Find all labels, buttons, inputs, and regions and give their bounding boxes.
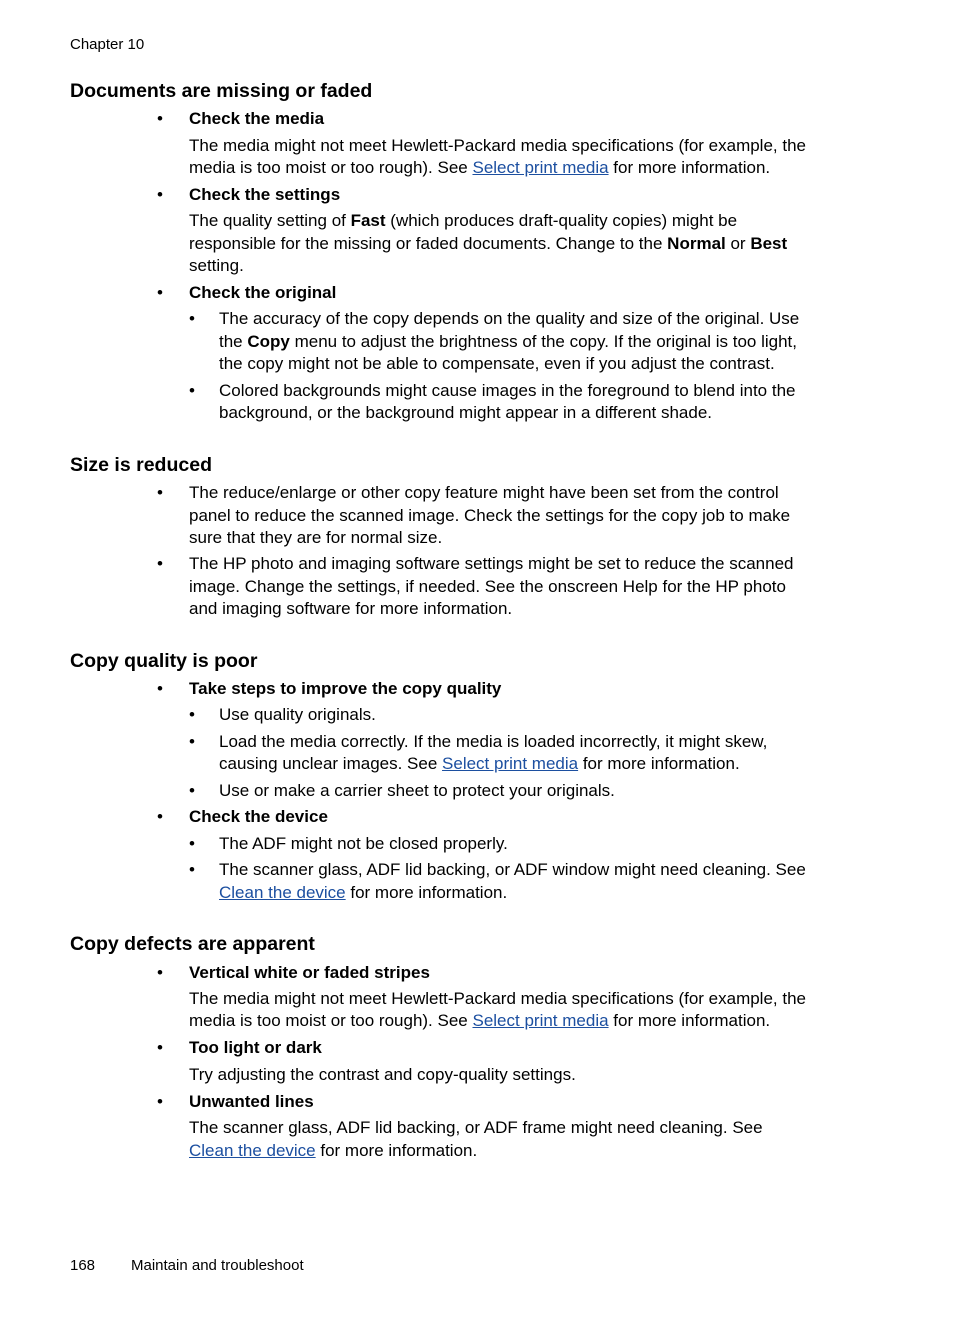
text-line: background, or the background might appear in a different shade. xyxy=(219,403,713,422)
text-line: the Copy menu to adjust the brightness of the copy. If the original is too light, xyxy=(219,332,798,351)
item-title-too-light-dark: Too light or dark xyxy=(189,1038,322,1057)
text-line: The HP photo and imaging software settings might be set to reduce the scanned xyxy=(189,554,794,573)
sub-bullet: • xyxy=(189,860,195,879)
text-line: the copy might not be able to compensate, even if you adjust the contrast. xyxy=(219,354,775,373)
text-line: The accuracy of the copy depends on the quality and size of the original. Use xyxy=(219,309,800,328)
item-title-vertical-stripes: Vertical white or faded stripes xyxy=(189,963,430,982)
page-number: 168 xyxy=(70,1257,96,1274)
sub-bullet: • xyxy=(189,381,195,400)
bullet: • xyxy=(157,283,163,302)
bullet: • xyxy=(157,807,163,826)
chapter-header: Chapter 10 xyxy=(70,36,145,53)
item-title-check-device: Check the device xyxy=(189,807,328,826)
text-line: The media might not meet Hewlett-Packard media specifications (for example, the xyxy=(189,989,806,1008)
text-line: and imaging software for more information. xyxy=(189,599,513,618)
item-title-check-media: Check the media xyxy=(189,109,325,128)
section-heading-copy-quality-poor: Copy quality is poor xyxy=(70,650,258,672)
clean-the-device-link[interactable]: Clean the device xyxy=(189,1141,316,1160)
footer-section-title: Maintain and troubleshoot xyxy=(131,1257,304,1274)
text-line: The reduce/enlarge or other copy feature might have been set from the control xyxy=(189,483,779,502)
sub-bullet: • xyxy=(189,705,195,724)
text-line: The media might not meet Hewlett-Packard media specifications (for example, the xyxy=(189,136,806,155)
select-print-media-link[interactable]: Select print media xyxy=(472,158,609,177)
text-line: causing unclear images. See Select print media for more information. xyxy=(219,754,740,773)
sub-bullet: • xyxy=(189,781,195,800)
bullet: • xyxy=(157,483,163,502)
sub-bullet: • xyxy=(189,834,195,853)
sub-bullet: • xyxy=(189,732,195,751)
text-line: Clean the device for more information. xyxy=(219,883,508,902)
bullet: • xyxy=(157,963,163,982)
text-line: The quality setting of Fast (which produces draft-quality copies) might be xyxy=(189,211,738,230)
section-heading-missing-faded: Documents are missing or faded xyxy=(70,80,373,102)
text-line: media is too moist or too rough). See Select print media for more information. xyxy=(189,1011,771,1030)
bullet: • xyxy=(157,109,163,128)
text-line: Use or make a carrier sheet to protect your originals. xyxy=(219,781,615,800)
text-line: The scanner glass, ADF lid backing, or ADF window might need cleaning. See xyxy=(219,860,806,879)
bullet: • xyxy=(157,1092,163,1111)
text-line: The scanner glass, ADF lid backing, or ADF frame might need cleaning. See xyxy=(189,1118,763,1137)
text-line: Clean the device for more information. xyxy=(189,1141,478,1160)
select-print-media-link[interactable]: Select print media xyxy=(472,1011,609,1030)
text-line: Load the media correctly. If the media is loaded incorrectly, it might skew, xyxy=(219,732,768,751)
clean-the-device-link[interactable]: Clean the device xyxy=(219,883,346,902)
item-title-unwanted-lines: Unwanted lines xyxy=(189,1092,314,1111)
bullet: • xyxy=(157,1038,163,1057)
text-line: sure that they are for normal size. xyxy=(189,528,443,547)
text-line: media is too moist or too rough). See Select print media for more information. xyxy=(189,158,771,177)
section-heading-copy-defects: Copy defects are apparent xyxy=(70,933,315,955)
item-title-check-original: Check the original xyxy=(189,283,337,302)
text-line: Colored backgrounds might cause images in the foreground to blend into the xyxy=(219,381,796,400)
sub-bullet: • xyxy=(189,309,195,328)
text-line: Use quality originals. xyxy=(219,705,376,724)
text-line: responsible for the missing or faded documents. Change to the Normal or Best xyxy=(189,234,788,253)
text-line: panel to reduce the scanned image. Check the settings for the copy job to make xyxy=(189,506,791,525)
bullet: • xyxy=(157,554,163,573)
text-line: image. Change the settings, if needed. See the onscreen Help for the HP photo xyxy=(189,577,786,596)
section-heading-size-reduced: Size is reduced xyxy=(70,454,212,476)
bullet: • xyxy=(157,679,163,698)
bullet: • xyxy=(157,185,163,204)
item-title-check-settings: Check the settings xyxy=(189,185,341,204)
text-line: Try adjusting the contrast and copy-quality settings. xyxy=(189,1065,576,1084)
text-line: setting. xyxy=(189,256,244,275)
select-print-media-link[interactable]: Select print media xyxy=(442,754,579,773)
text-line: The ADF might not be closed properly. xyxy=(219,834,508,853)
item-title-improve-quality: Take steps to improve the copy quality xyxy=(189,679,502,698)
